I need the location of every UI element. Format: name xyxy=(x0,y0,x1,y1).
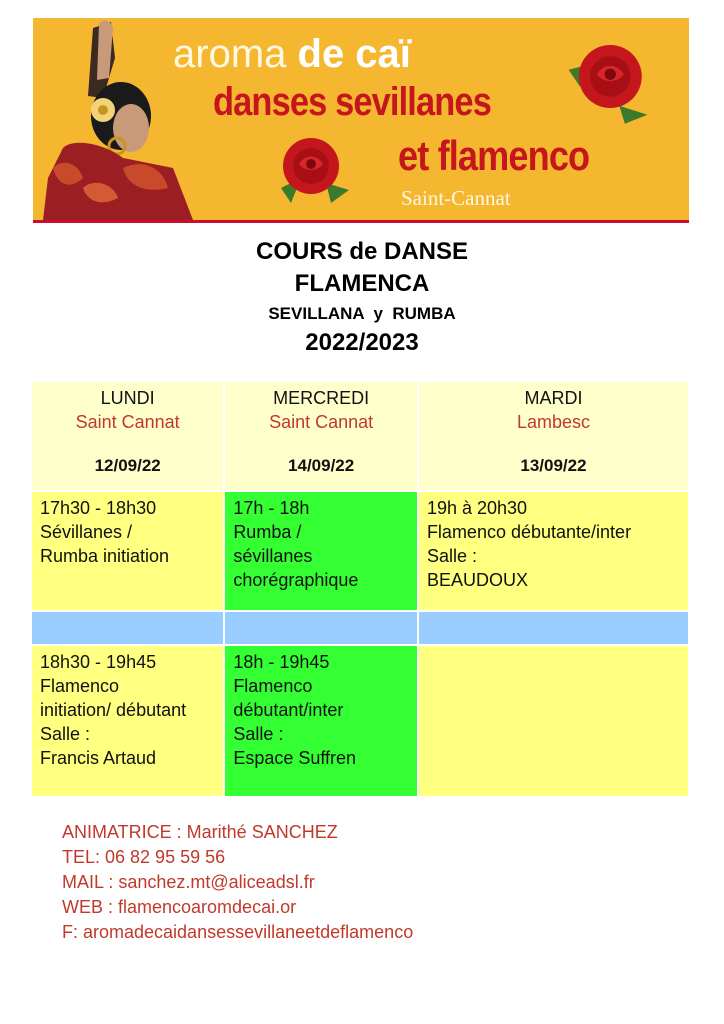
class-time: 18h - 19h45 xyxy=(233,652,330,672)
banner-place: Saint-Cannat xyxy=(401,186,511,210)
class-cell xyxy=(224,491,418,611)
date-label: 12/09/22 xyxy=(94,456,161,475)
class-line: Flamenco xyxy=(233,676,313,696)
day-label: MERCREDI xyxy=(273,388,370,408)
class-line: Rumba / xyxy=(233,522,302,542)
rose-icon xyxy=(271,128,351,208)
class-line: initiation/ débutant xyxy=(40,700,187,720)
schedule-row xyxy=(31,491,689,611)
class-line: Sévillanes / xyxy=(40,522,133,542)
class-cell xyxy=(31,645,224,797)
class-time: 17h - 18h xyxy=(233,498,310,518)
column-header xyxy=(418,381,689,491)
class-line: Salle : xyxy=(40,724,91,744)
class-cell xyxy=(418,491,689,611)
class-time: 19h à 20h30 xyxy=(426,498,528,518)
date-label: 14/09/22 xyxy=(288,456,355,475)
header-banner xyxy=(33,18,689,223)
class-cell-empty xyxy=(418,645,689,797)
brand-bold: de caï xyxy=(297,32,411,76)
location-label: Lambesc xyxy=(516,412,590,432)
class-time: 17h30 - 18h30 xyxy=(40,498,157,518)
separator-cell xyxy=(418,611,689,645)
class-time: 18h30 - 19h45 xyxy=(40,652,157,672)
banner-line-flamenco: et flamenco xyxy=(398,132,590,179)
class-line: Flamenco débutante/inter xyxy=(426,522,632,542)
day-label: LUNDI xyxy=(100,388,155,408)
class-line: chorégraphique xyxy=(233,570,359,590)
contact-phone: TEL: 06 82 95 59 56 xyxy=(62,847,226,867)
class-line: Salle : xyxy=(233,724,284,744)
class-line: Francis Artaud xyxy=(40,748,157,768)
contact-animatrice: ANIMATRICE : Marithé SANCHEZ xyxy=(62,822,338,842)
class-line: BEAUDOUX xyxy=(426,570,528,590)
class-line: Espace Suffren xyxy=(233,748,357,768)
separator-cell xyxy=(224,611,418,645)
schedule-row xyxy=(31,645,689,797)
separator-row xyxy=(31,611,689,645)
class-line: Rumba initiation xyxy=(40,546,170,566)
separator-cell xyxy=(31,611,224,645)
schedule-header-row xyxy=(31,381,689,491)
class-line: Salle : xyxy=(426,546,477,566)
location-label: Saint Cannat xyxy=(269,412,374,432)
schedule-table xyxy=(30,380,690,798)
day-label: MARDI xyxy=(524,388,583,408)
class-line: débutant/inter xyxy=(233,700,344,720)
title-year: 2022/2023 xyxy=(305,329,419,356)
class-cell xyxy=(31,491,224,611)
contact-website[interactable]: WEB : flamencoaromdecai.or xyxy=(62,897,297,917)
contact-facebook[interactable]: F: aromadecaidansessevillaneetdeflamenco xyxy=(62,922,414,942)
date-label: 13/09/22 xyxy=(520,456,587,475)
column-header xyxy=(31,381,224,491)
column-header xyxy=(224,381,418,491)
contact-block xyxy=(62,820,413,945)
title-line-2: FLAMENCA xyxy=(294,270,430,297)
contact-email[interactable]: MAIL : sanchez.mt@aliceadsl.fr xyxy=(62,872,315,892)
title-line-3: SEVILLANA y RUMBA xyxy=(268,304,456,323)
rose-icon-large xyxy=(563,36,653,126)
banner-line-sevillanes: danses sevillanes xyxy=(213,80,491,124)
location-label: Saint Cannat xyxy=(75,412,180,432)
title-line-1: COURS de DANSE xyxy=(255,238,469,265)
brand-light: aroma xyxy=(173,32,287,76)
class-line: Flamenco xyxy=(40,676,120,696)
class-cell xyxy=(224,645,418,797)
class-line: sévillanes xyxy=(233,546,313,566)
brand-name xyxy=(173,32,411,77)
